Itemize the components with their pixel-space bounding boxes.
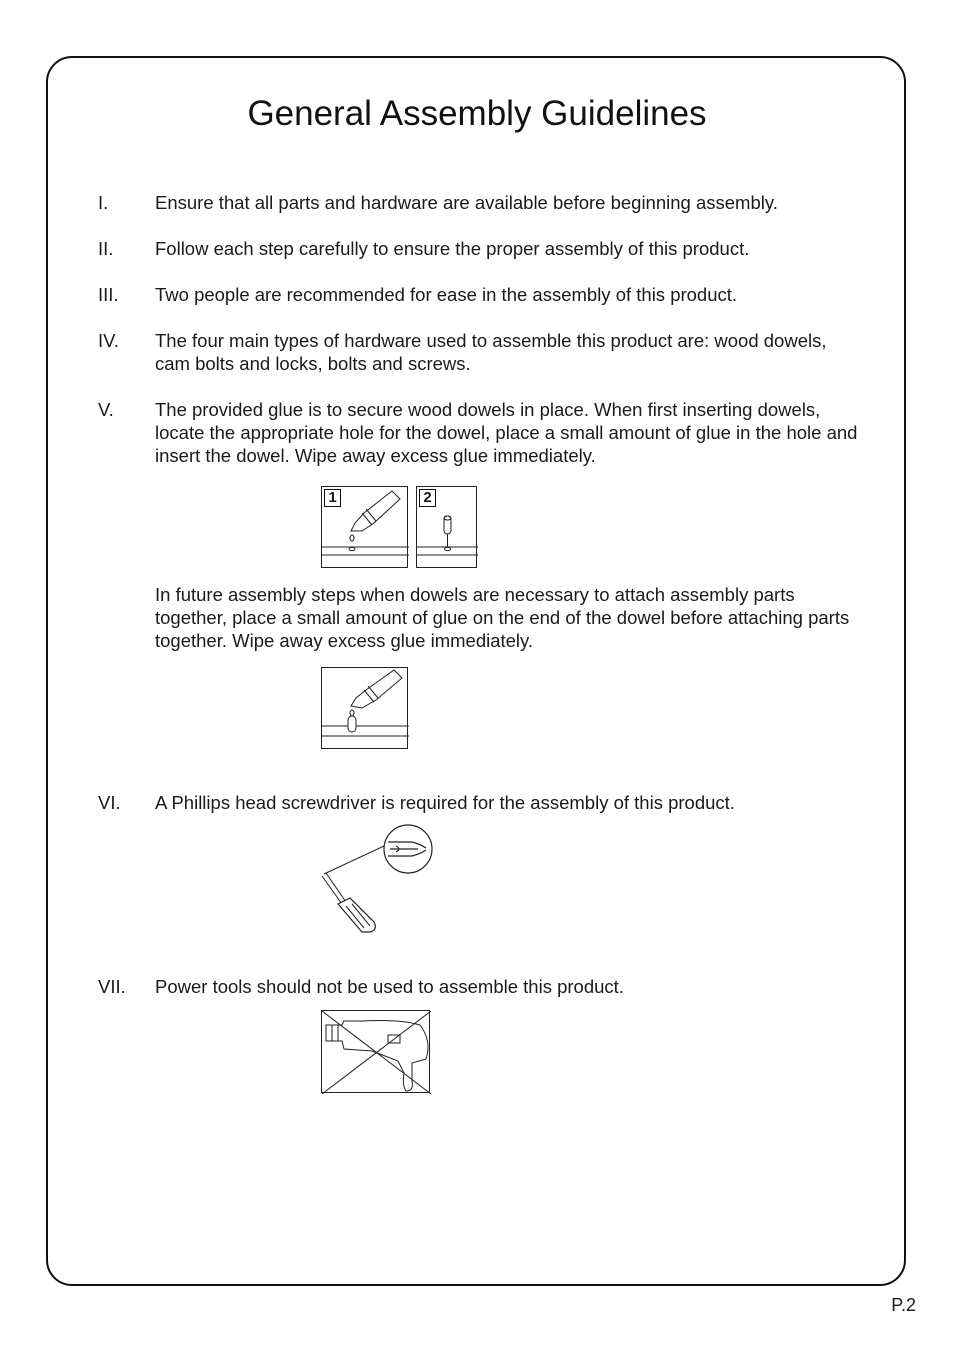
step-number-badge: 2 (419, 489, 436, 507)
guideline-number: IV. (98, 330, 119, 351)
glue-in-hole-figure (321, 486, 408, 568)
guideline-text: Follow each step carefully to ensure the proper assembly of this product. (155, 238, 750, 259)
guideline-text: Power tools should not be used to assemble this product. (155, 976, 624, 997)
guideline-number: III. (98, 284, 119, 305)
guideline-text: A Phillips head screwdriver is required for the assembly of this product. (155, 792, 735, 813)
guideline-number: VI. (98, 792, 121, 813)
dowel-glue-note: In future assembly steps when dowels are necessary to attach assembly parts together, place a small amount of glue on the end of the dowel before attaching parts together. Wipe away excess glue immediately. (155, 584, 850, 651)
glue-on-dowel-icon (322, 668, 409, 750)
guideline-text: Two people are recommended for ease in the assembly of this product. (155, 284, 738, 305)
guideline-number: VII. (98, 976, 126, 997)
no-power-tools-figure (321, 1010, 430, 1093)
glue-on-dowel-figure (321, 667, 408, 749)
guideline-text: Ensure that all parts and hardware are available before beginning assembly. (155, 192, 778, 213)
page-title: General Assembly Guidelines (247, 94, 707, 133)
step-number-badge: 1 (324, 489, 341, 507)
phillips-screwdriver-icon (316, 822, 438, 936)
guideline-number: V. (98, 399, 114, 420)
crossed-out-drill-icon (322, 1011, 431, 1094)
guideline-text: The four main types of hardware used to assemble this product are: wood dowels, cam bolts and locks, bolts and screws. (155, 330, 827, 374)
guideline-number: I. (98, 192, 109, 213)
guideline-text: The provided glue is to secure wood dowels in place. When first inserting dowels, locate the appropriate hole for the dowel, place a small amount of glue in the hole and insert the dowel. Wipe away excess glue immediately. (155, 399, 858, 466)
insert-dowel-figure (416, 486, 477, 568)
page-number: P.2 (891, 1295, 916, 1315)
guideline-number: II. (98, 238, 114, 259)
